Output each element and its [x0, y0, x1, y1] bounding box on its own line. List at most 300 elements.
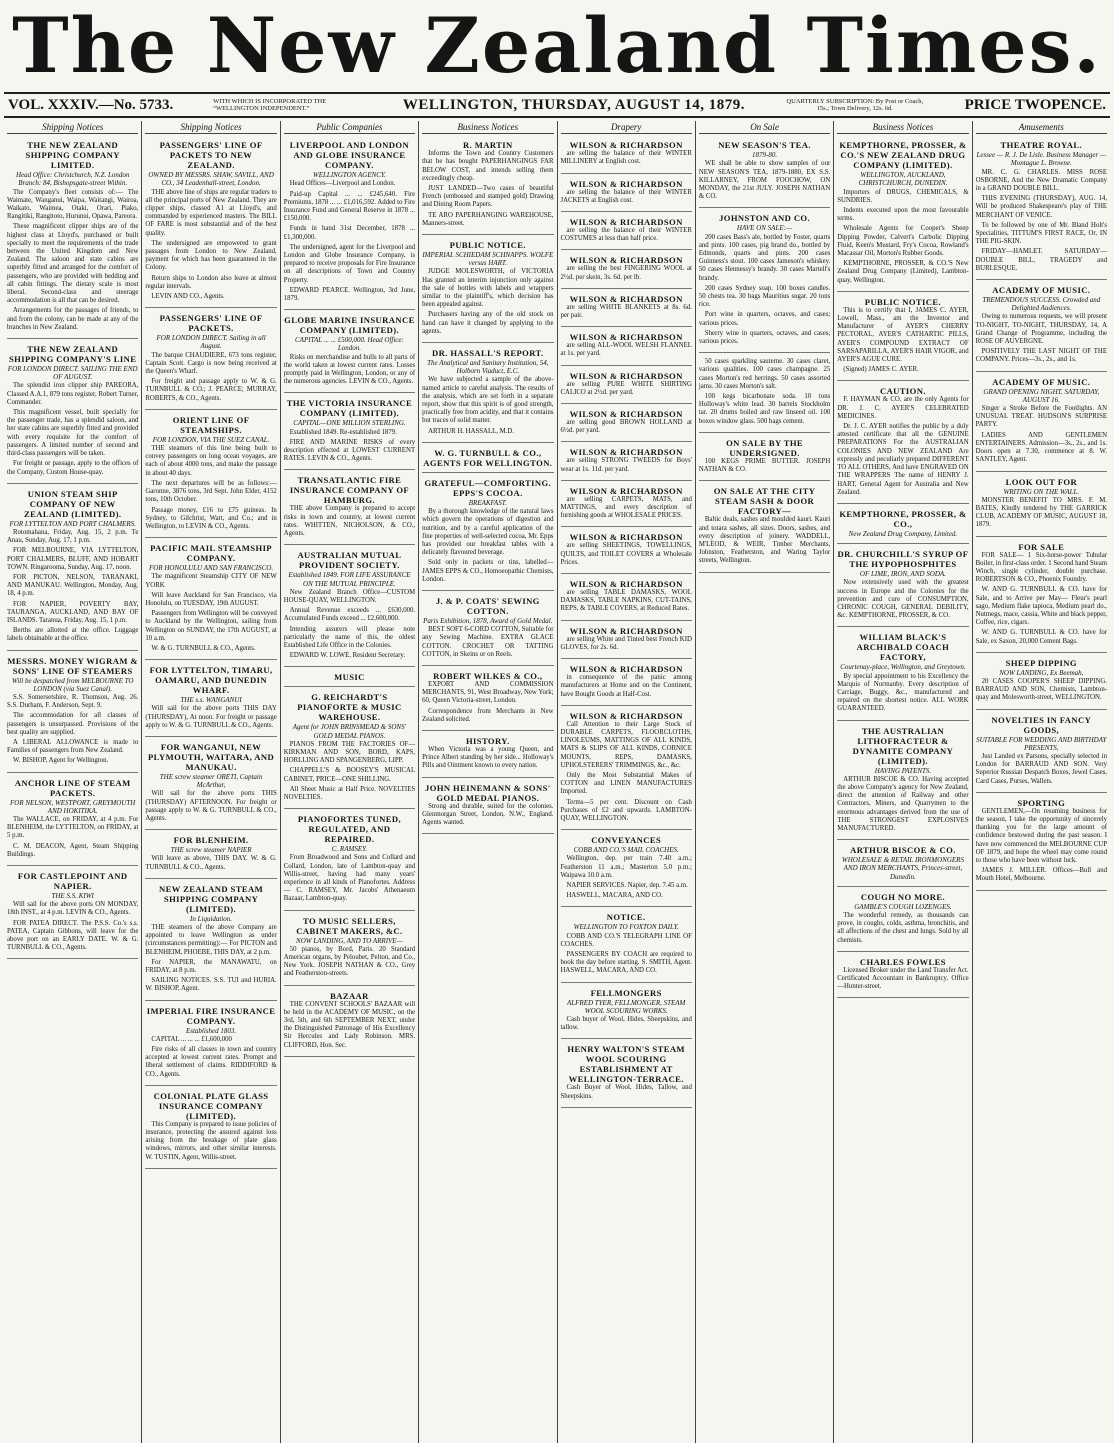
- ad-title: ACADEMY OF MUSIC.: [992, 376, 1091, 387]
- ad-title: FOR CASTLEPOINT AND NAPIER.: [17, 871, 128, 891]
- ad-subtitle: FOR HONOLULU AND SAN FRANCISCO.: [148, 564, 274, 573]
- advertisement: [976, 655, 1107, 710]
- ad-subtitle: THE s.s. WANGANUI: [180, 696, 242, 705]
- ad-body: [422, 508, 553, 584]
- ad-paragraph: JUDGE MOLESWORTH, of VICTORIA Has granted an interim injunction only against the sale of bottles with labels and wrappers similar to the plaintiff's, which decision has been appealed against.: [422, 268, 554, 309]
- ad-paragraph: Baltic deals, sashes and moulded kauri. Kauri and totara sashes, all sizes. Doors, sashes, and every description of joinery. WADDELL, M'LEOD, & WEIR, Timber Merchants, Johnston, Featherston, and Waring Taylor streets, Wellington.: [698, 516, 831, 565]
- advertisement: [145, 412, 276, 538]
- ad-body: [422, 150, 553, 228]
- ad-title: CONVEYANCES: [591, 835, 662, 846]
- ad-paragraph: New Zealand Branch Office—CUSTOM HOUSE-QUAY, WELLINGTON.: [283, 588, 416, 604]
- ad-body: [284, 505, 415, 538]
- ad-title: ANCHOR LINE OF STEAM PACKETS.: [14, 777, 131, 798]
- ad-title: THE AUSTRALIAN LITHOFRACTEUR & DYNAMITE COMPANY (LIMITED).: [852, 725, 954, 766]
- ad-subtitle: CAPITAL—ONE MILLION STERLING.: [293, 419, 406, 428]
- ad-paragraph: Just Landed ex Parsons, specially selected in London for BARRAUD AND SON. Very Superior Russian Despatch Boxes, Jewel Cases, Card Cases, Purses, Wallets.: [975, 752, 1107, 785]
- ad-subtitle: GRAND OPENING NIGHT. SATURDAY, AUGUST 16.: [983, 387, 1100, 404]
- ad-paragraph: FRIDAY—HAMLET. SATURDAY—DOUBLE BILL, TRAGEDY and BURLESQUE.: [975, 248, 1107, 272]
- ad-title: JOHN HEINEMANN & SONS' GOLD MEDAL PIANOS.: [425, 782, 551, 803]
- ad-subtitle: Paris Exhibition, 1878, Award of Gold Medal.: [423, 616, 553, 625]
- advertisement: [422, 137, 553, 235]
- ad-subtitle: Established 1803.: [185, 1026, 237, 1035]
- ad-body: [7, 189, 138, 332]
- ad-subtitle: WRITING ON THE WALL.: [1003, 487, 1080, 496]
- ad-paragraph: The undersigned are empowered to grant passages from London to New Zealand, payment for which has been guaranteed in the Colony.: [145, 239, 277, 272]
- advertisement: [837, 629, 968, 720]
- ad-title: THE NEW ZEALAND SHIPPING COMPANY LIMITED.: [25, 140, 120, 171]
- ad-subtitle: FOR LONDON DIRECT. SAILING THE END OF AUGUST.: [7, 365, 138, 382]
- ad-title: WILSON & RICHARDSON: [569, 485, 683, 496]
- ad-paragraph: The splendid iron clipper ship PAREORA, Classed A.A.1, 879 tons register, Robert Turner, Commander.: [7, 382, 139, 406]
- column-heading: Shipping Notices: [145, 121, 276, 134]
- ad-paragraph: The undersigned, agent for the Liverpool and London and Globe Insurance Company, is prepared to receive proposals for Fire Insurance on all descriptions of Town and Country Property.: [283, 243, 416, 284]
- ad-paragraph: A LIBERAL ALLOWANCE is made to Families of passengers from New Zealand.: [7, 738, 139, 755]
- ad-paragraph: To be followed by one of Mr. Bland Holt's Specialities, TITTUM'S FIRST RACE, Or, IN THE PIG-SKIN.: [975, 221, 1107, 246]
- ad-paragraph: Annual Revenue exceeds ... £630,000. Accumulated Funds exceed ... £2,600,000.: [283, 607, 416, 623]
- ad-body: [976, 552, 1107, 646]
- advertisement: [837, 954, 968, 999]
- dateline: [4, 92, 1110, 118]
- ad-paragraph: in consequence of the panic among manufacturers at Home and on the Continent, have Bought Goods at Half-Cost.: [560, 674, 692, 698]
- ad-title: TO MUSIC SELLERS, CABINET MAKERS, &C.: [296, 915, 403, 936]
- advertisement: [976, 137, 1107, 280]
- advertisement: [561, 176, 692, 212]
- ad-paragraph: Cash buyer of Wool, Hides, Sheepskins, and tallow.: [560, 1015, 692, 1032]
- ad-body: [145, 445, 276, 531]
- ad-title: WILSON & RICHARDSON: [569, 370, 683, 381]
- ad-title: PUBLIC NOTICE.: [864, 296, 942, 307]
- ad-title: JOHNSTON AND CO.: [719, 213, 811, 224]
- advertisement: [699, 435, 830, 481]
- ad-subtitle: Agent for JOHN BRINSMEAD & SONS' GOLD MEDAL PIANOS.: [292, 723, 407, 740]
- ad-paragraph: 100 kegs bicarbonate soda. 10 tons Holloway's white lead. 30 barrels Stockholm tar. 20 drums boiled and raw linseed oil. 100 boxes window glass. 500 bags cement.: [698, 393, 831, 425]
- ad-subtitle: NOW LANDING, Ex Beemah,: [999, 668, 1084, 677]
- ad-title: MUSIC: [334, 672, 365, 683]
- advertisement: [699, 483, 830, 572]
- ad-subtitle: New Zealand Drug Company, Limited.: [848, 529, 958, 538]
- ad-paragraph: THE above line of ships are regular traders to all the principal ports of New Zealand. They are clipper ships, classed A1 at Lloyd's, and commanded by experienced masters. The BILL OF FARE is most substantial and of the best quality.: [145, 188, 277, 237]
- ad-body: [561, 150, 692, 166]
- ad-paragraph: KEMPTHORNE, PROSSER, & CO.'S New Zealand Drug Company (Limited), Lambton-quay, Wellington.: [837, 260, 969, 284]
- ad-paragraph: Berths are allotted at the office. Luggage labels obtainable at the office.: [7, 627, 139, 643]
- ad-subtitle: Lessee — R. J. De Lisle. Business Manager — Montague L. Browne.: [976, 151, 1107, 168]
- ad-body: [837, 579, 968, 620]
- ad-body: [699, 358, 830, 426]
- ad-title: NEW SEASON'S TEA.: [718, 140, 811, 151]
- ad-title: CHARLES FOWLES: [859, 956, 946, 967]
- ad-paragraph: Terms—5 per cent. Discount on Cash Purchases of £2 and upwards. LAMBTON-QUAY, WELLINGTON.: [560, 798, 692, 822]
- ad-paragraph: LADIES AND GENTLEMEN ENTERTAINERS. Admission—3s., 2s., and 1s. Doors open at 7.30, commence at 8. W. SANTLEY, Agent.: [975, 431, 1107, 464]
- advertisement: [561, 661, 692, 706]
- ad-title: LIVERPOOL AND LONDON AND GLOBE INSURANCE COMPANY.: [289, 140, 410, 171]
- advertisement: [837, 506, 968, 544]
- advertisement: [422, 445, 553, 473]
- advertisement: [7, 775, 138, 866]
- ad-paragraph: 200 cases Bass's ale, bottled by Foster, quarts and pints. 100 cases, pig brand do., bottled by Edmonds, quarts and pints. 200 cases Guinness's stout. 100 cases Jameson's whiskey. 50 cases Hennessy's brandy. 30 cases Martell's brandy.: [698, 233, 831, 282]
- column-heading: Drapery: [561, 121, 692, 134]
- ad-paragraph: are selling the best FINGERING WOOL at 2½d. per skein, 3s. 6d. per lb.: [560, 265, 692, 281]
- advertisement: [561, 1041, 692, 1107]
- ad-paragraph: Sold only in packets or tins, labelled— JAMES EPPS & CO., Homoeopathic Chemists, London.: [422, 559, 554, 583]
- ad-paragraph: JAMES J. MILLER. Offices—Bull and Mouth Hotel, Melbourne.: [975, 867, 1107, 883]
- ad-paragraph: This magnificent vessel, built specially for the passenger trade, has a splendid saloon, and her state cabins are superbly fitted and provided with every requisite for the comfort of passengers. A limited number of second and third-class passengers will be taken.: [7, 409, 139, 458]
- ad-paragraph: Only the Most Substantial Makes of COTTON and LINEN MANUFACTURES Imported.: [560, 771, 692, 796]
- ad-title: SPORTING: [1017, 797, 1066, 808]
- ad-paragraph: 200 cases Sydney soap. 100 boxes candles. 50 chests tea. 30 bags Mauritius sugar. 20 tons rice.: [698, 284, 831, 309]
- ad-title: DR. HASSALL'S REPORT.: [432, 348, 544, 359]
- ad-paragraph: For freight and passage apply to W. & G. TURNBULL & CO.; J. PEARCE; MURRAY, ROBERTS, & CO., Agents.: [145, 378, 277, 402]
- ad-body: [561, 381, 692, 397]
- advertisement: [145, 137, 276, 308]
- ad-body: [422, 746, 553, 771]
- advertisement: [422, 475, 553, 591]
- ad-subtitle: TREMENDOUS SUCCESS. Crowded and Delighted Audiences.: [982, 296, 1101, 313]
- ad-subtitle: WHOLESALE & RETAIL IRONMONGERS AND IRON MERCHANTS, Princes-street, Dunedin.: [841, 856, 964, 881]
- ad-paragraph: are selling White and Tinted best French KID GLOVES, for 2s. 6d.: [560, 635, 692, 651]
- ad-subtitle: C. RAMSEY.: [331, 845, 368, 854]
- ad-title: FOR SALE: [1018, 541, 1065, 552]
- ad-paragraph: The barque CHAUDIERE, 673 tons register, Captain Scott. Cargo is now being received at the Queen's Wharf.: [145, 351, 277, 376]
- advertisement: [422, 237, 553, 343]
- ad-body: [7, 382, 138, 476]
- ad-title: WILSON & RICHARDSON: [569, 255, 683, 266]
- ad-subtitle: The Analytical and Sanitary Institution, 54, Holborn Viaduct, E.C.: [427, 359, 549, 376]
- ad-body: [561, 457, 692, 473]
- ad-paragraph: Intending assurers will please note particularly the name of this, the oldest Established Life Office in the Colonies.: [283, 625, 416, 649]
- ad-title: PASSENGERS' LINE OF PACKETS TO NEW ZEALAND.: [159, 140, 263, 171]
- ad-title: UNION STEAM SHIP COMPANY OF NEW ZEALAND (LIMITED).: [23, 488, 122, 519]
- ad-paragraph: The WALLACE, on FRIDAY, at 4 p.m. For BLENHEIM, the LYTTELTON, on FRIDAY, at 5 p.m.: [7, 815, 139, 840]
- ad-body: [561, 542, 692, 567]
- ad-title: PASSENGERS' LINE OF PACKETS.: [159, 313, 263, 334]
- ad-body: [976, 678, 1107, 703]
- advertisement: [837, 137, 968, 292]
- ad-body: [561, 227, 692, 243]
- column-2: [142, 121, 280, 1443]
- ad-paragraph: THE steamers of the above Company are appointed to leave Wellington as under (circumstances permitting):— For PICTON and BLENHEIM, PHOEBE, THIS DAY, at 2 p.m.: [145, 923, 277, 956]
- ad-paragraph: This Company is prepared to issue policies of insurance, protecting the assured against loss arising from the breakage of plate glass windows, mirrors, and other similar interests. W. TUSTIN, Agent, Willis-street.: [145, 1120, 277, 1161]
- ad-title: PIANOFORTES TUNED, REGULATED, AND REPAIRED.: [297, 814, 402, 845]
- ad-title: WILSON & RICHARDSON: [569, 217, 683, 228]
- advertisement: [976, 795, 1107, 891]
- ad-title: THE NEW ZEALAND SHIPPING COMPANY'S LINE: [8, 344, 137, 365]
- column-6: [696, 121, 834, 1443]
- ad-body: [145, 1036, 276, 1079]
- ad-paragraph: are selling TABLE DAMASKS, WOOL DAMASKS, TABLE NAPKINS, CUT-TAINS, REPS, & TABLE COVERS, at Reduced Rates.: [560, 589, 692, 613]
- ad-subtitle: Head Office: Christchurch, N.Z. London Branch: 84, Bishopsgate-street Within.: [15, 171, 130, 188]
- column-heading: Amusements: [976, 121, 1107, 134]
- ad-subtitle: WELLINGTON TO FOXTON DAILY.: [573, 923, 679, 932]
- advertisement: [284, 669, 415, 687]
- ad-paragraph: Correspondence from Merchants in New Zealand solicited.: [422, 707, 554, 723]
- column-4: [419, 121, 557, 1443]
- ad-subtitle: Courtenay-place, Wellington, and Greytown.: [840, 663, 966, 672]
- ad-title: WILSON & RICHARDSON: [569, 178, 683, 189]
- ad-paragraph: are selling good BROWN HOLLAND at 6½d. per yard.: [560, 419, 692, 435]
- advertisement: [561, 406, 692, 442]
- ad-subtitle: FOR LONDON, VIA THE SUEZ CANAL.: [152, 435, 270, 444]
- advertisement: [699, 355, 830, 433]
- advertisement: [284, 988, 415, 1057]
- ad-paragraph: S.S. Somersetshire, R. Thomson, Aug. 26. S.S. Durham, F. Anderson, Sept. 9.: [7, 693, 139, 710]
- ad-subtitle: In Liquidation.: [190, 914, 233, 923]
- ad-title: IMPERIAL FIRE INSURANCE COMPANY.: [146, 1005, 276, 1026]
- ad-body: [837, 967, 968, 992]
- ad-title: TRANSATLANTIC FIRE INSURANCE COMPANY OF HAMBURG.: [289, 475, 410, 506]
- ad-paragraph: are selling ALL-WOOL WELSH FLANNEL at 1s. per yard.: [560, 342, 692, 358]
- advertisement: [976, 474, 1107, 537]
- advertisement: [561, 444, 692, 480]
- column-heading: Shipping Notices: [7, 121, 138, 134]
- advertisement: [284, 689, 415, 809]
- ad-body: [422, 268, 553, 336]
- ad-body: [561, 674, 692, 699]
- ad-paragraph: TE ARO PAPERHANGING WAREHOUSE, Manners-street.: [422, 211, 554, 227]
- ad-title: GRATEFUL—COMFORTING. EPPS'S COCOA.: [424, 477, 552, 498]
- ad-paragraph: Importers of DRUGS, CHEMICALS, & SUNDRIES.: [837, 188, 969, 204]
- ad-title: LOOK OUT FOR: [1005, 476, 1078, 487]
- ad-paragraph: THE above Company is prepared to accept risks in town and country, at lowest current rates. WHITTEN, NICHOLSON, & CO., Agents.: [283, 505, 416, 538]
- ad-subtitle: FOR LONDON DIRECT. Sailing in all August.: [156, 334, 266, 351]
- ad-body: [145, 855, 276, 871]
- ad-paragraph: EDWARD PEARCE. Wellington, 3rd June, 1879.: [283, 286, 416, 303]
- ad-paragraph: NAPIER SERVICES. Napier, dep. 7.45 a.m.: [566, 881, 688, 889]
- ad-paragraph: Sherry wine in quarters, octaves, and cases; various prices.: [698, 329, 831, 346]
- ad-paragraph: FOR PICTON, NELSON, TARANAKI, AND MANUKAU. Wellington, Monday, Aug. 18, 4 p.m.: [7, 573, 139, 598]
- ad-paragraph: EDWARD W. LOWE, Resident Secretary.: [289, 652, 406, 660]
- advertisement: [145, 310, 276, 410]
- ad-title: ON SALE AT THE CITY STEAM SASH & DOOR FACTORY—: [713, 486, 816, 517]
- ad-title: ACADEMY OF MUSIC.: [992, 285, 1091, 296]
- advertisement: [699, 137, 830, 208]
- ad-title: HENRY WALTON'S STEAM WOOL SCOURING ESTABLISHMENT AT WELLINGTON-TERRACE.: [567, 1044, 685, 1085]
- ad-paragraph: By a thorough knowledge of the natural laws which govern the operations of digestion and nutrition, and by a careful application of the fine properties of well-selected cocoa, Mr. Epps has provided our breakfast tables with a delicately flavoured beverage.: [422, 508, 554, 557]
- ad-title: WILSON & RICHARDSON: [569, 532, 683, 543]
- ad-title: G. REICHARDT'S PIANOFORTE & MUSIC WAREHOUSE.: [297, 692, 402, 723]
- ad-paragraph: THIS EVENING (THURSDAY), AUG. 14, Will be produced Shakespeare's play of THE MERCHANT OF VENICE.: [975, 195, 1107, 219]
- advertisement: [145, 832, 276, 879]
- ad-paragraph: are selling WHITE BLANKETS at 8s. 6d. per pair.: [560, 303, 692, 320]
- ad-body: [837, 189, 968, 285]
- advertisement: [7, 486, 138, 651]
- ad-paragraph: Passengers from Wellington will be conveyed to Auckland by the Wellington, sailing from Wellington on SUNDAY, the 17th AUGUST, at 10 a.m.: [145, 610, 277, 642]
- ad-body: [976, 169, 1107, 273]
- ad-title: WILLIAM BLACK'S ARCHIBALD COACH FACTORY,: [856, 632, 950, 663]
- ad-paragraph: BEST SOFT 6-CORD COTTON, Suitable for any Sewing Machine. EXTRA GLACE COTTON. CROCHET OR TATTING COTTON, in Skeins or on Reels.: [422, 626, 554, 658]
- ad-paragraph: Port wine in quarters, octaves, and cases; various prices.: [698, 311, 831, 327]
- advertisement: [422, 780, 553, 835]
- advertisement: [284, 137, 415, 310]
- ad-paragraph: We have subjected a sample of the above-named article to careful analysis. The results of the analysis, which are set forth in a separate report, show that this spirit is of good strength, practically free from acidity, and that it contains but traces of solid matter.: [422, 376, 554, 425]
- ad-paragraph: F. HAYMAN & CO. are the only Agents for DR. J. C. AYER'S CELEBRATED MEDICINES.: [837, 396, 969, 420]
- ad-paragraph: Strong and durable, suited for the colonies. Glenmorgan Street, London, N.W., England. Agents wanted.: [422, 802, 554, 826]
- ad-paragraph: FOR NAPIER, POVERTY BAY, TAURANGA, AUCKLAND, AND BAY OF ISLANDS. Taranua, Friday, Aug. 15, 1 p.m.: [7, 600, 139, 624]
- ad-body: [284, 429, 415, 464]
- ad-subtitle: FOR NELSON, WESTPORT, GREYMOUTH AND HOKITIKA.: [10, 798, 136, 815]
- ad-paragraph: Arrangements for the passages of friends, to and from the colony, can be made at any of the branches in New Zealand.: [7, 307, 139, 331]
- ad-paragraph: Call Attention to their Large Stock of DURABLE CARPETS, FLOORCLOTHS, LINOLEUMS, MATTINGS OF ALL KINDS, MATS & SLIPS OF ALL KINDS, CORNICE MOUNTS, REPS, DAMASKS, UPHOLSTERERS' TRIMMINGS, &c., &c.: [560, 720, 692, 769]
- advertisement: [837, 723, 968, 841]
- ad-paragraph: W. BISHOP, Agent for Wellington.: [13, 757, 109, 765]
- ad-body: [284, 854, 415, 903]
- ad-paragraph: Singer a Stroke Before the Footlights. AN UNUSUAL TREAT. HUDSON'S SURPRISE PARTY.: [975, 405, 1107, 429]
- ad-body: [837, 912, 968, 945]
- ad-title: THEATRE ROYAL.: [1000, 140, 1083, 151]
- ad-paragraph: ARTHUR H. HASSALL, M.D.: [428, 427, 515, 435]
- ad-paragraph: W. & G. TURNBULL & CO., Agents.: [151, 644, 256, 652]
- advertisement: [837, 889, 968, 952]
- advertisement: [561, 368, 692, 404]
- advertisement: [837, 842, 968, 887]
- advertisement: [145, 662, 276, 737]
- ad-body: [422, 681, 553, 724]
- ad-paragraph: Established 1849. Re-established 1879.: [289, 428, 397, 436]
- ad-body: [284, 741, 415, 802]
- ad-body: [284, 1001, 415, 1050]
- advertisement: [145, 739, 276, 830]
- ad-subtitle: NOW LANDING, AND TO ARRIVE—: [296, 936, 403, 945]
- ad-subtitle: ALFRED TYER, FELLMONGER, STEAM WOOL SCOURING WORKS.: [566, 998, 686, 1015]
- ad-paragraph: When Victoria was a young Queen, and Prince Albert standing by her side... Holloway's Pills and Ointment known to every nation.: [422, 745, 554, 770]
- ad-title: KEMPTHORNE, PROSSER, & CO.'S NEW ZEALAND DRUG COMPANY (LIMITED).: [839, 140, 967, 171]
- advertisement: [561, 529, 692, 574]
- ad-paragraph: MR. C. G. CHARLES. MISS ROSE OSBORNE, And the New Dramatic Company in a GRAND DOUBLE BILL.: [975, 168, 1107, 193]
- ad-subtitle: CAPITAL ... ... £500,000. Head Office: London.: [295, 336, 404, 353]
- ad-body: [976, 497, 1107, 530]
- ad-title: CAUTION.: [879, 386, 926, 397]
- column-8: [973, 121, 1110, 1443]
- ad-body: [422, 376, 553, 435]
- ad-subtitle: OF LIME, IRON, AND SODA.: [859, 570, 946, 579]
- ad-paragraph: HASWELL, MACARA, AND CO.: [566, 892, 663, 900]
- ad-paragraph: 50 cases sparkling sauterne. 30 cases claret, various qualities. 100 cases champagne. 25 cases Morton's red herrings. 50 cases assorted jams. 30 cases Morton's salt.: [698, 358, 831, 390]
- ad-subtitle: COBB AND CO.'S MAIL COACHES.: [573, 846, 679, 855]
- advertisement: [837, 294, 968, 382]
- ad-title: NOVELTIES IN FANCY GOODS,: [991, 714, 1092, 735]
- ad-paragraph: PASSENGERS BY COACH are required to book the day before starting. S. SMITH, Agent. HASWELL, MACARA, AND CO.: [560, 950, 692, 975]
- advertisement: [145, 1088, 276, 1169]
- ad-paragraph: COBB AND CO.'S TELEGRAPH LINE OF COACHES.: [560, 932, 692, 948]
- ad-body: [284, 946, 415, 979]
- ad-body: [284, 354, 415, 387]
- ad-title: J. & P. COATS' SEWING COTTON.: [435, 595, 540, 616]
- ad-title: BAZAAR: [330, 990, 369, 1001]
- advertisement: [284, 312, 415, 393]
- ad-subtitle: THE screw steamer ORETI, Captain McArthur,: [159, 772, 263, 790]
- column-heading: Public Companies: [284, 121, 415, 134]
- ad-title: R. MARTIN: [463, 140, 513, 151]
- ad-paragraph: Head Offices—Liverpool and London.: [289, 180, 396, 188]
- ad-body: [561, 265, 692, 281]
- column-heading: Business Notices: [422, 121, 553, 134]
- ad-paragraph: (Signed) JAMES C. AYER.: [843, 366, 919, 374]
- ad-title: WILSON & RICHARDSON: [569, 664, 683, 675]
- column-7: [834, 121, 972, 1443]
- advertisement: [7, 341, 138, 484]
- ad-paragraph: Will sail for the above ports THIS DAY (THURSDAY), At noon. For freight or passage apply to W. & G. TURNBULL & CO., Agents.: [145, 705, 277, 729]
- ad-title: GLOBE MARINE INSURANCE COMPANY (LIMITED).: [284, 315, 415, 336]
- ad-paragraph: The Company's fleet consists of:— The Waimate, Wanganui, Waipa, Waitangi, Wairoa, Waikato, Waimea, Otaki, Orari, Piako, Rangitiki, Rangitoto, Hurunui, Opawa, Pareora.: [7, 188, 139, 221]
- ad-paragraph: All Sheet Music at Half Price. NOVELTIES NOVELTIES.: [283, 785, 416, 801]
- ad-paragraph: For NAPIER, the MANAWATU, on FRIDAY, at 8 p.m.: [145, 958, 277, 974]
- ad-paragraph: Indents executed upon the most favourable terms.: [837, 207, 969, 223]
- ad-paragraph: From Broadwood and Sons and Collard and Collard, London, late of Lambton-quay and Willis-street, having had many years' experience in all kinds of Pianofortes. Address— C. RAMSEY, Mr. Jacobs' Athenaeum Bazaar, Lambton-quay.: [283, 854, 416, 903]
- ad-paragraph: The next departures will be as follows:— Garonne, 3876 tons, 3rd Sept. John Elder, 4152 tons, 10th October.: [145, 479, 277, 504]
- ad-body: [837, 776, 968, 833]
- ad-paragraph: THE CONVENT SCHOOLS' BAZAAR will be held in the ACADEMY OF MUSIC, on the 3rd, 5th, and 6th SEPTEMBER NEXT, under the Distinguished Patronage of His Excellency Sir Hercules and Lady Robinson. MRS. CLIFFORD, Hon. Sec.: [283, 1000, 416, 1049]
- ad-title: MESSRS. MONEY WIGRAM & SONS' LINE OF STEAMERS: [7, 655, 138, 676]
- ad-title: DR. CHURCHILL'S SYRUP OF THE HYPOPHOSPHITES: [837, 549, 969, 570]
- ad-paragraph: W. AND G. TURNBULL & CO. have for Sale, ex Saxon, 20,000 Cement Bags.: [975, 629, 1107, 645]
- ad-paragraph: Wholesale Agents for Cooper's Sheep Dipping Powder, Calvert's Carbolic Dipping Fluid, Keen's Mustard, Fry's Cocoa, Rowland's Macassar Oil, Morton's Rubber Goods.: [837, 225, 969, 258]
- ad-body: [976, 313, 1107, 364]
- ad-paragraph: ARTHUR BISCOE & CO. Having accepted the above Company's agency for New Zealand, direct the attention of Railway and other Contractors, Miners, and Quarrymen to the enormous advantages derived from the use of THE STRONGEST EXPLOSIVES MANUFACTURED.: [837, 775, 969, 832]
- ad-body: [145, 352, 276, 403]
- ad-paragraph: Licensed Broker under the Land Transfer Act. Certificated Accountant in Bankruptcy. Office—Hunter-street.: [837, 966, 969, 991]
- subscription-note: QUARTERLY SUBSCRIPTION: By Post or Coach, 15s.; Town Delivery, 12s. 6d.: [786, 98, 924, 112]
- place-date: WELLINGTON, THURSDAY, AUGUST 14, 1879.: [402, 96, 745, 113]
- ad-title: THE VICTORIA INSURANCE COMPANY (LIMITED).: [286, 398, 413, 419]
- ad-paragraph: 100 KEGS PRIME BUTTER. JOSEPH NATHAN & CO.: [698, 457, 831, 474]
- ad-paragraph: C. M. DEACON, Agent, Steam Shipping Buildings.: [7, 842, 139, 858]
- ad-title: AUSTRALIAN MUTUAL PROVIDENT SOCIETY.: [297, 550, 402, 571]
- advertisement: [284, 472, 415, 545]
- ad-body: [976, 808, 1107, 884]
- ad-body: [976, 405, 1107, 464]
- ad-paragraph: Owing to numerous requests, we will present TO-NIGHT, TO-NIGHT, THURSDAY, 14, A Grand Change of Programme, including the ROSE OF AUVERGNE.: [975, 313, 1107, 346]
- ad-paragraph: 50 pianos, by Bord, Paris. 20 Standard American organs, by Peloubet, Pelton, and Co., New York. JOSEPH NATHAN & CO., Grey and Featherston-streets.: [283, 945, 416, 978]
- ad-paragraph: Risks on merchandise and hulls to all parts of the world taken at lowest current rates. Losses promptly paid in Wellington, London, or any of the numerous agencies. LEVIN & CO., Agents.: [283, 353, 416, 386]
- ad-body: [699, 234, 830, 347]
- ad-title: ORIENT LINE OF STEAMSHIPS.: [172, 414, 250, 435]
- advertisement: [561, 252, 692, 288]
- ad-paragraph: Will leave as above, THIS DAY. W. & G. TURNBULL & CO., Agents.: [145, 855, 277, 871]
- ad-paragraph: SAILING NOTICES. S.S. TUI and HURIA. W. BISHOP, Agent.: [145, 977, 277, 993]
- ad-paragraph: FOR MELBOURNE, VIA LYTTELTON, PORT CHALMERS, BLUFF, AND HOBART TOWN. Ringarooma, Sunday, Aug. 17, noon.: [7, 547, 139, 571]
- advertisement: [422, 668, 553, 731]
- ad-body: [561, 1016, 692, 1032]
- ad-paragraph: are selling the balance of their WINTER JACKETS at English cost.: [560, 188, 692, 204]
- advertisement: [561, 291, 692, 327]
- advertisement: [422, 593, 553, 666]
- ad-title: WILSON & RICHARDSON: [569, 625, 683, 636]
- ad-paragraph: The magnificent Steamship CITY OF NEW YORK: [145, 573, 277, 589]
- ad-paragraph: are selling STRONG TWEEDS for Boys' wear at 1s. 11d. per yard.: [560, 457, 692, 473]
- ad-paragraph: This is to certify that I, JAMES C. AYER, Lowell, Mass., am the Inventor and Manufacturer of AYER'S CHERRY PECTORAL, AYER'S CATHARTIC PILLS, AYER'S COMPOUND EXTRACT OF SARSAPARILLA, AYER'S HAIR VIGOR, and AYER'S AGUE CURE.: [837, 306, 969, 364]
- ad-paragraph: are selling the balance of their WINTER COSTUMES at less than half price.: [560, 227, 692, 243]
- ad-title: WILSON & RICHARDSON: [569, 409, 683, 420]
- ad-title: SHEEP DIPPING: [1005, 657, 1077, 668]
- ad-title: FELLMONGERS: [590, 987, 662, 998]
- ad-title: KEMPTHORNE, PROSSER, & CO.,: [839, 508, 967, 529]
- advertisement: [284, 547, 415, 667]
- ad-paragraph: Fire risks of all classes in town and country accepted at lowest current rates. Prompt and liberal settlement of claims. RIDDIFORD & CO., Agents.: [145, 1046, 277, 1078]
- ad-paragraph: Rotomahana, Friday, Aug. 15, 2 p.m. Te Anau, Sunday, Aug. 17, 1 p.m.: [7, 528, 139, 545]
- ad-subtitle: WELLINGTON AGENCY.: [312, 171, 386, 180]
- ad-subtitle: OWNED BY MESSRS. SHAW, SAVILL, AND CO., 34 Leadenhall-street, London.: [148, 171, 274, 188]
- ad-paragraph: POSITIVELY THE LAST NIGHT OF THE COMPANY. Prices—3s., 2s., and 1s.: [975, 348, 1107, 364]
- ad-paragraph: CAPITAL ... ... ... £1,600,000: [151, 1035, 232, 1043]
- ad-body: [145, 924, 276, 994]
- volume-number: VOL. XXXIV.—No. 5733.: [8, 96, 174, 113]
- ad-title: HISTORY.: [465, 735, 510, 746]
- incorporated-note: WITH WHICH IS INCORPORATED THE “WELLINGTON INDEPENDENT.”: [213, 98, 327, 112]
- ad-body: [837, 673, 968, 714]
- ad-paragraph: are selling PURE WHITE SHIRTING CALICO at 2½d. per yard.: [560, 380, 692, 396]
- column-3: [281, 121, 419, 1443]
- ad-title: COUGH NO MORE.: [860, 891, 945, 902]
- advertisement: [976, 712, 1107, 793]
